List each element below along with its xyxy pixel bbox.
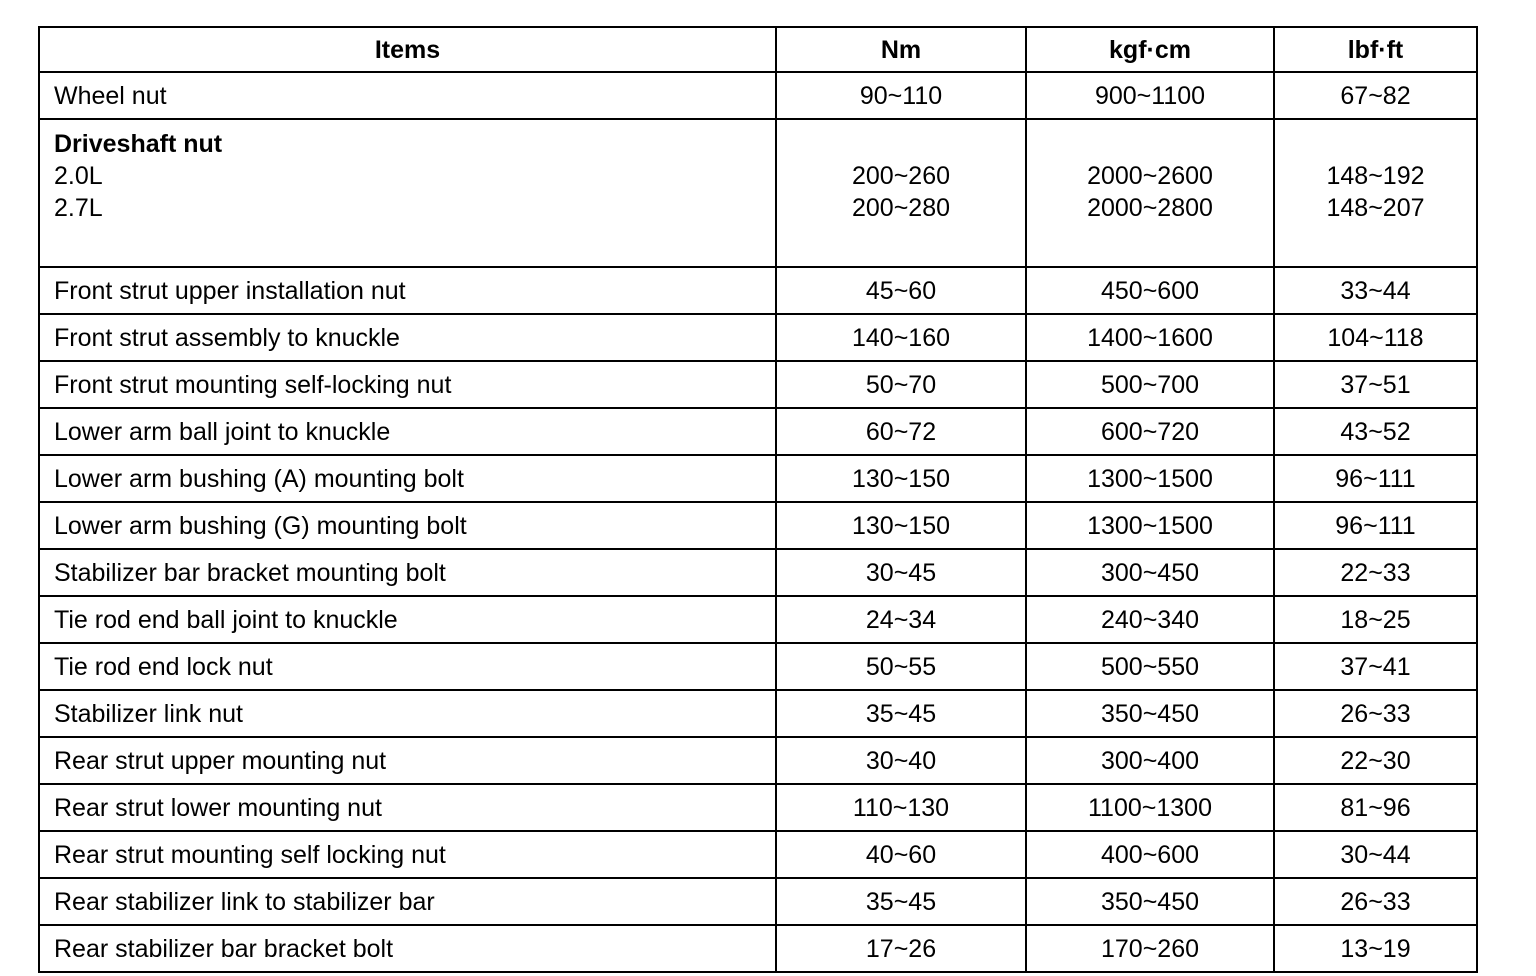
cell-kgfcm: 300~400	[1026, 737, 1274, 784]
cell-lbfft: 81~96	[1274, 784, 1477, 831]
sub-value: 2000~2600	[1087, 162, 1213, 190]
cell-lbfft: 18~25	[1274, 596, 1477, 643]
cell-item: Rear stabilizer bar bracket bolt	[39, 925, 776, 972]
cell-kgfcm: 350~450	[1026, 878, 1274, 925]
cell-lbfft: 67~82	[1274, 72, 1477, 119]
cell-lbfft: 96~111	[1274, 455, 1477, 502]
cell-kgfcm	[1026, 119, 1274, 267]
cell-kgfcm: 1400~1600	[1026, 314, 1274, 361]
sub-value: 2000~2800	[1087, 194, 1213, 222]
cell-nm: 30~45	[776, 549, 1026, 596]
table-row	[39, 314, 1477, 361]
cell-kgfcm: 500~550	[1026, 643, 1274, 690]
cell-item: Rear strut upper mounting nut	[39, 737, 776, 784]
table-row	[39, 267, 1477, 314]
cell-lbfft: 37~41	[1274, 643, 1477, 690]
table-header	[39, 27, 1477, 72]
cell-nm: 130~150	[776, 502, 1026, 549]
table-row	[39, 596, 1477, 643]
torque-spec-table	[38, 26, 1478, 973]
cell-lbfft: 37~51	[1274, 361, 1477, 408]
cell-kgfcm: 600~720	[1026, 408, 1274, 455]
cell-item: Rear stabilizer link to stabilizer bar	[39, 878, 776, 925]
header-lbfft: lbf·ft	[1274, 27, 1477, 72]
cell-nm: 24~34	[776, 596, 1026, 643]
cell-kgfcm: 450~600	[1026, 267, 1274, 314]
cell-lbfft: 104~118	[1274, 314, 1477, 361]
cell-lbfft: 43~52	[1274, 408, 1477, 455]
cell-lbfft	[1274, 119, 1477, 267]
cell-kgfcm: 500~700	[1026, 361, 1274, 408]
cell-item: Rear strut lower mounting nut	[39, 784, 776, 831]
table-row	[39, 831, 1477, 878]
table-row	[39, 643, 1477, 690]
header-nm: Nm	[776, 27, 1026, 72]
cell-item: Front strut assembly to knuckle	[39, 314, 776, 361]
cell-item: Tie rod end ball joint to knuckle	[39, 596, 776, 643]
header-row	[39, 27, 1477, 72]
cell-item: Stabilizer link nut	[39, 690, 776, 737]
sub-value: 200~260	[851, 162, 951, 190]
sub-value: 200~280	[851, 194, 951, 222]
cell-nm: 50~70	[776, 361, 1026, 408]
cell-kgfcm: 1100~1300	[1026, 784, 1274, 831]
cell-nm: 60~72	[776, 408, 1026, 455]
cell-nm: 40~60	[776, 831, 1026, 878]
cell-lbfft: 30~44	[1274, 831, 1477, 878]
sub-value: 148~207	[1326, 194, 1425, 222]
cell-lbfft: 22~33	[1274, 549, 1477, 596]
table-row	[39, 737, 1477, 784]
cell-item: Rear strut mounting self locking nut	[39, 831, 776, 878]
table-row	[39, 690, 1477, 737]
cell-kgfcm: 240~340	[1026, 596, 1274, 643]
table-row	[39, 549, 1477, 596]
table-row-wheel-nut	[39, 72, 1477, 119]
cell-nm: 45~60	[776, 267, 1026, 314]
sub-item-label: 2.7L	[54, 194, 103, 222]
table-row	[39, 361, 1477, 408]
cell-kgfcm: 900~1100	[1026, 72, 1274, 119]
table-row	[39, 408, 1477, 455]
cell-item	[39, 119, 776, 267]
cell-nm: 140~160	[776, 314, 1026, 361]
cell-lbfft: 26~33	[1274, 878, 1477, 925]
cell-kgfcm: 170~260	[1026, 925, 1274, 972]
cell-nm: 35~45	[776, 690, 1026, 737]
cell-item: Tie rod end lock nut	[39, 643, 776, 690]
table-body	[39, 72, 1477, 972]
table-row-driveshaft-nut	[39, 119, 1477, 267]
cell-nm: 50~55	[776, 643, 1026, 690]
cell-nm	[776, 119, 1026, 267]
cell-item: Lower arm ball joint to knuckle	[39, 408, 776, 455]
cell-lbfft: 22~30	[1274, 737, 1477, 784]
cell-item: Front strut mounting self-locking nut	[39, 361, 776, 408]
cell-item: Front strut upper installation nut	[39, 267, 776, 314]
cell-kgfcm: 1300~1500	[1026, 502, 1274, 549]
cell-item: Lower arm bushing (A) mounting bolt	[39, 455, 776, 502]
cell-nm: 90~110	[776, 72, 1026, 119]
table-row	[39, 502, 1477, 549]
sub-item-label: 2.0L	[54, 162, 103, 190]
cell-nm: 35~45	[776, 878, 1026, 925]
cell-lbfft: 13~19	[1274, 925, 1477, 972]
table-row	[39, 455, 1477, 502]
cell-nm: 30~40	[776, 737, 1026, 784]
header-items: Items	[39, 27, 776, 72]
sub-value: 148~192	[1326, 162, 1425, 190]
header-kgfcm: kgf·cm	[1026, 27, 1274, 72]
cell-lbfft: 26~33	[1274, 690, 1477, 737]
cell-nm: 130~150	[776, 455, 1026, 502]
group-title: Driveshaft nut	[54, 130, 223, 158]
cell-kgfcm: 400~600	[1026, 831, 1274, 878]
cell-nm: 110~130	[776, 784, 1026, 831]
cell-nm: 17~26	[776, 925, 1026, 972]
cell-kgfcm: 350~450	[1026, 690, 1274, 737]
table-row	[39, 784, 1477, 831]
cell-item: Stabilizer bar bracket mounting bolt	[39, 549, 776, 596]
cell-kgfcm: 1300~1500	[1026, 455, 1274, 502]
cell-lbfft: 33~44	[1274, 267, 1477, 314]
table-row	[39, 925, 1477, 972]
cell-kgfcm: 300~450	[1026, 549, 1274, 596]
cell-lbfft: 96~111	[1274, 502, 1477, 549]
table-row	[39, 878, 1477, 925]
cell-item: Wheel nut	[39, 72, 776, 119]
cell-item: Lower arm bushing (G) mounting bolt	[39, 502, 776, 549]
